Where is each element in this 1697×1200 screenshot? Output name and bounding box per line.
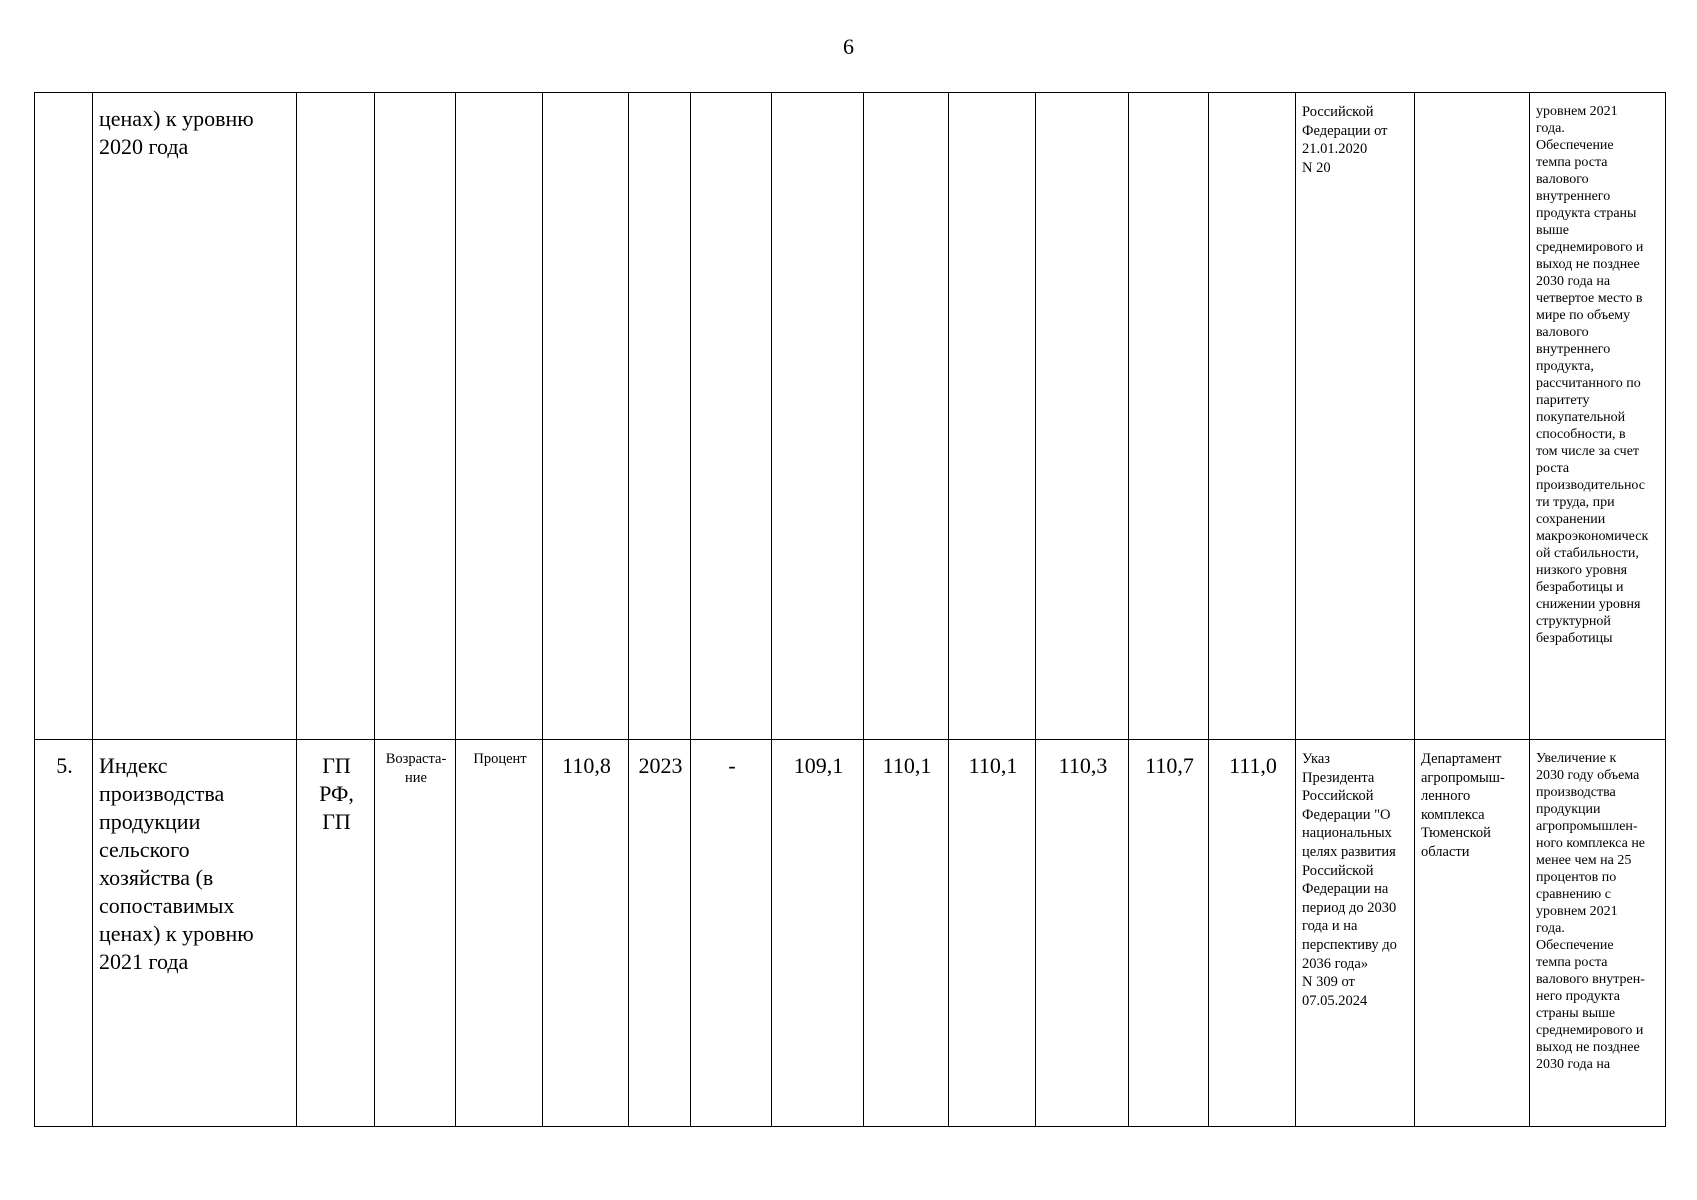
cell-level: ГП РФ, ГП bbox=[297, 740, 375, 1127]
cell-base-value bbox=[543, 93, 629, 740]
page-number: 6 bbox=[843, 34, 854, 59]
cell-level bbox=[297, 93, 375, 740]
cell-document: Указ Президента Российской Федерации "О национальных целях развития Российской Федерации на период до 2030 года и на перспективу до 2036 года» N 309 от 07.05.2024 bbox=[1296, 740, 1415, 1127]
table-row bbox=[35, 740, 1666, 1127]
cell-number: 5. bbox=[35, 740, 93, 1127]
cell-value-1 bbox=[772, 93, 864, 740]
indicator-table bbox=[34, 92, 1666, 1127]
cell-unit bbox=[456, 93, 543, 740]
cell-base-value: 110,8 bbox=[543, 740, 629, 1127]
cell-indicator-name: Индекс производства продукции сельского хозяйства (в сопоставимых ценах) к уровню 2021 года bbox=[93, 740, 297, 1127]
cell-value-4 bbox=[1036, 93, 1129, 740]
cell-number bbox=[35, 93, 93, 740]
cell-value-1: 109,1 bbox=[772, 740, 864, 1127]
cell-value-3: 110,1 bbox=[949, 740, 1036, 1127]
table-row bbox=[35, 93, 1666, 740]
cell-value-5: 110,7 bbox=[1129, 740, 1209, 1127]
cell-value-4: 110,3 bbox=[1036, 740, 1129, 1127]
cell-unit: Процент bbox=[456, 740, 543, 1127]
cell-value-6 bbox=[1209, 93, 1296, 740]
cell-value-2: 110,1 bbox=[864, 740, 949, 1127]
cell-value-5 bbox=[1129, 93, 1209, 740]
cell-department bbox=[1415, 93, 1530, 740]
cell-dash: - bbox=[691, 740, 772, 1127]
cell-base-year bbox=[629, 93, 691, 740]
cell-value-6: 111,0 bbox=[1209, 740, 1296, 1127]
cell-value-3 bbox=[949, 93, 1036, 740]
cell-department: Департамент агропромыш- ленного комплекса Тюменской области bbox=[1415, 740, 1530, 1127]
cell-indicator-name: ценах) к уровню 2020 года bbox=[93, 93, 297, 740]
cell-trend bbox=[375, 93, 456, 740]
cell-dash bbox=[691, 93, 772, 740]
cell-document: Российской Федерации от 21.01.2020 N 20 bbox=[1296, 93, 1415, 740]
cell-trend: Возраста- ние bbox=[375, 740, 456, 1127]
cell-goal: уровнем 2021 года. Обеспечение темпа роста валового внутреннего продукта страны выше среднемирового и выход не позднее 2030 года на четвертое место в мире по объему валового внутреннего продукта, рассчитанного по паритету покупательной способности, в том числе за счет роста производительнос ти труда, при сохранении макроэкономическ ой стабильности, низкого уровня безработицы и снижении уровня структурной безработицы bbox=[1530, 93, 1666, 740]
cell-base-year: 2023 bbox=[629, 740, 691, 1127]
cell-goal: Увеличение к 2030 году объема производства продукции агропромышлен- ного комплекса не менее чем на 25 процентов по сравнению с уровнем 2021 года. Обеспечение темпа роста валового внутрен- него продукта страны выше среднемирового и выход не позднее 2030 года на bbox=[1530, 740, 1666, 1127]
cell-value-2 bbox=[864, 93, 949, 740]
